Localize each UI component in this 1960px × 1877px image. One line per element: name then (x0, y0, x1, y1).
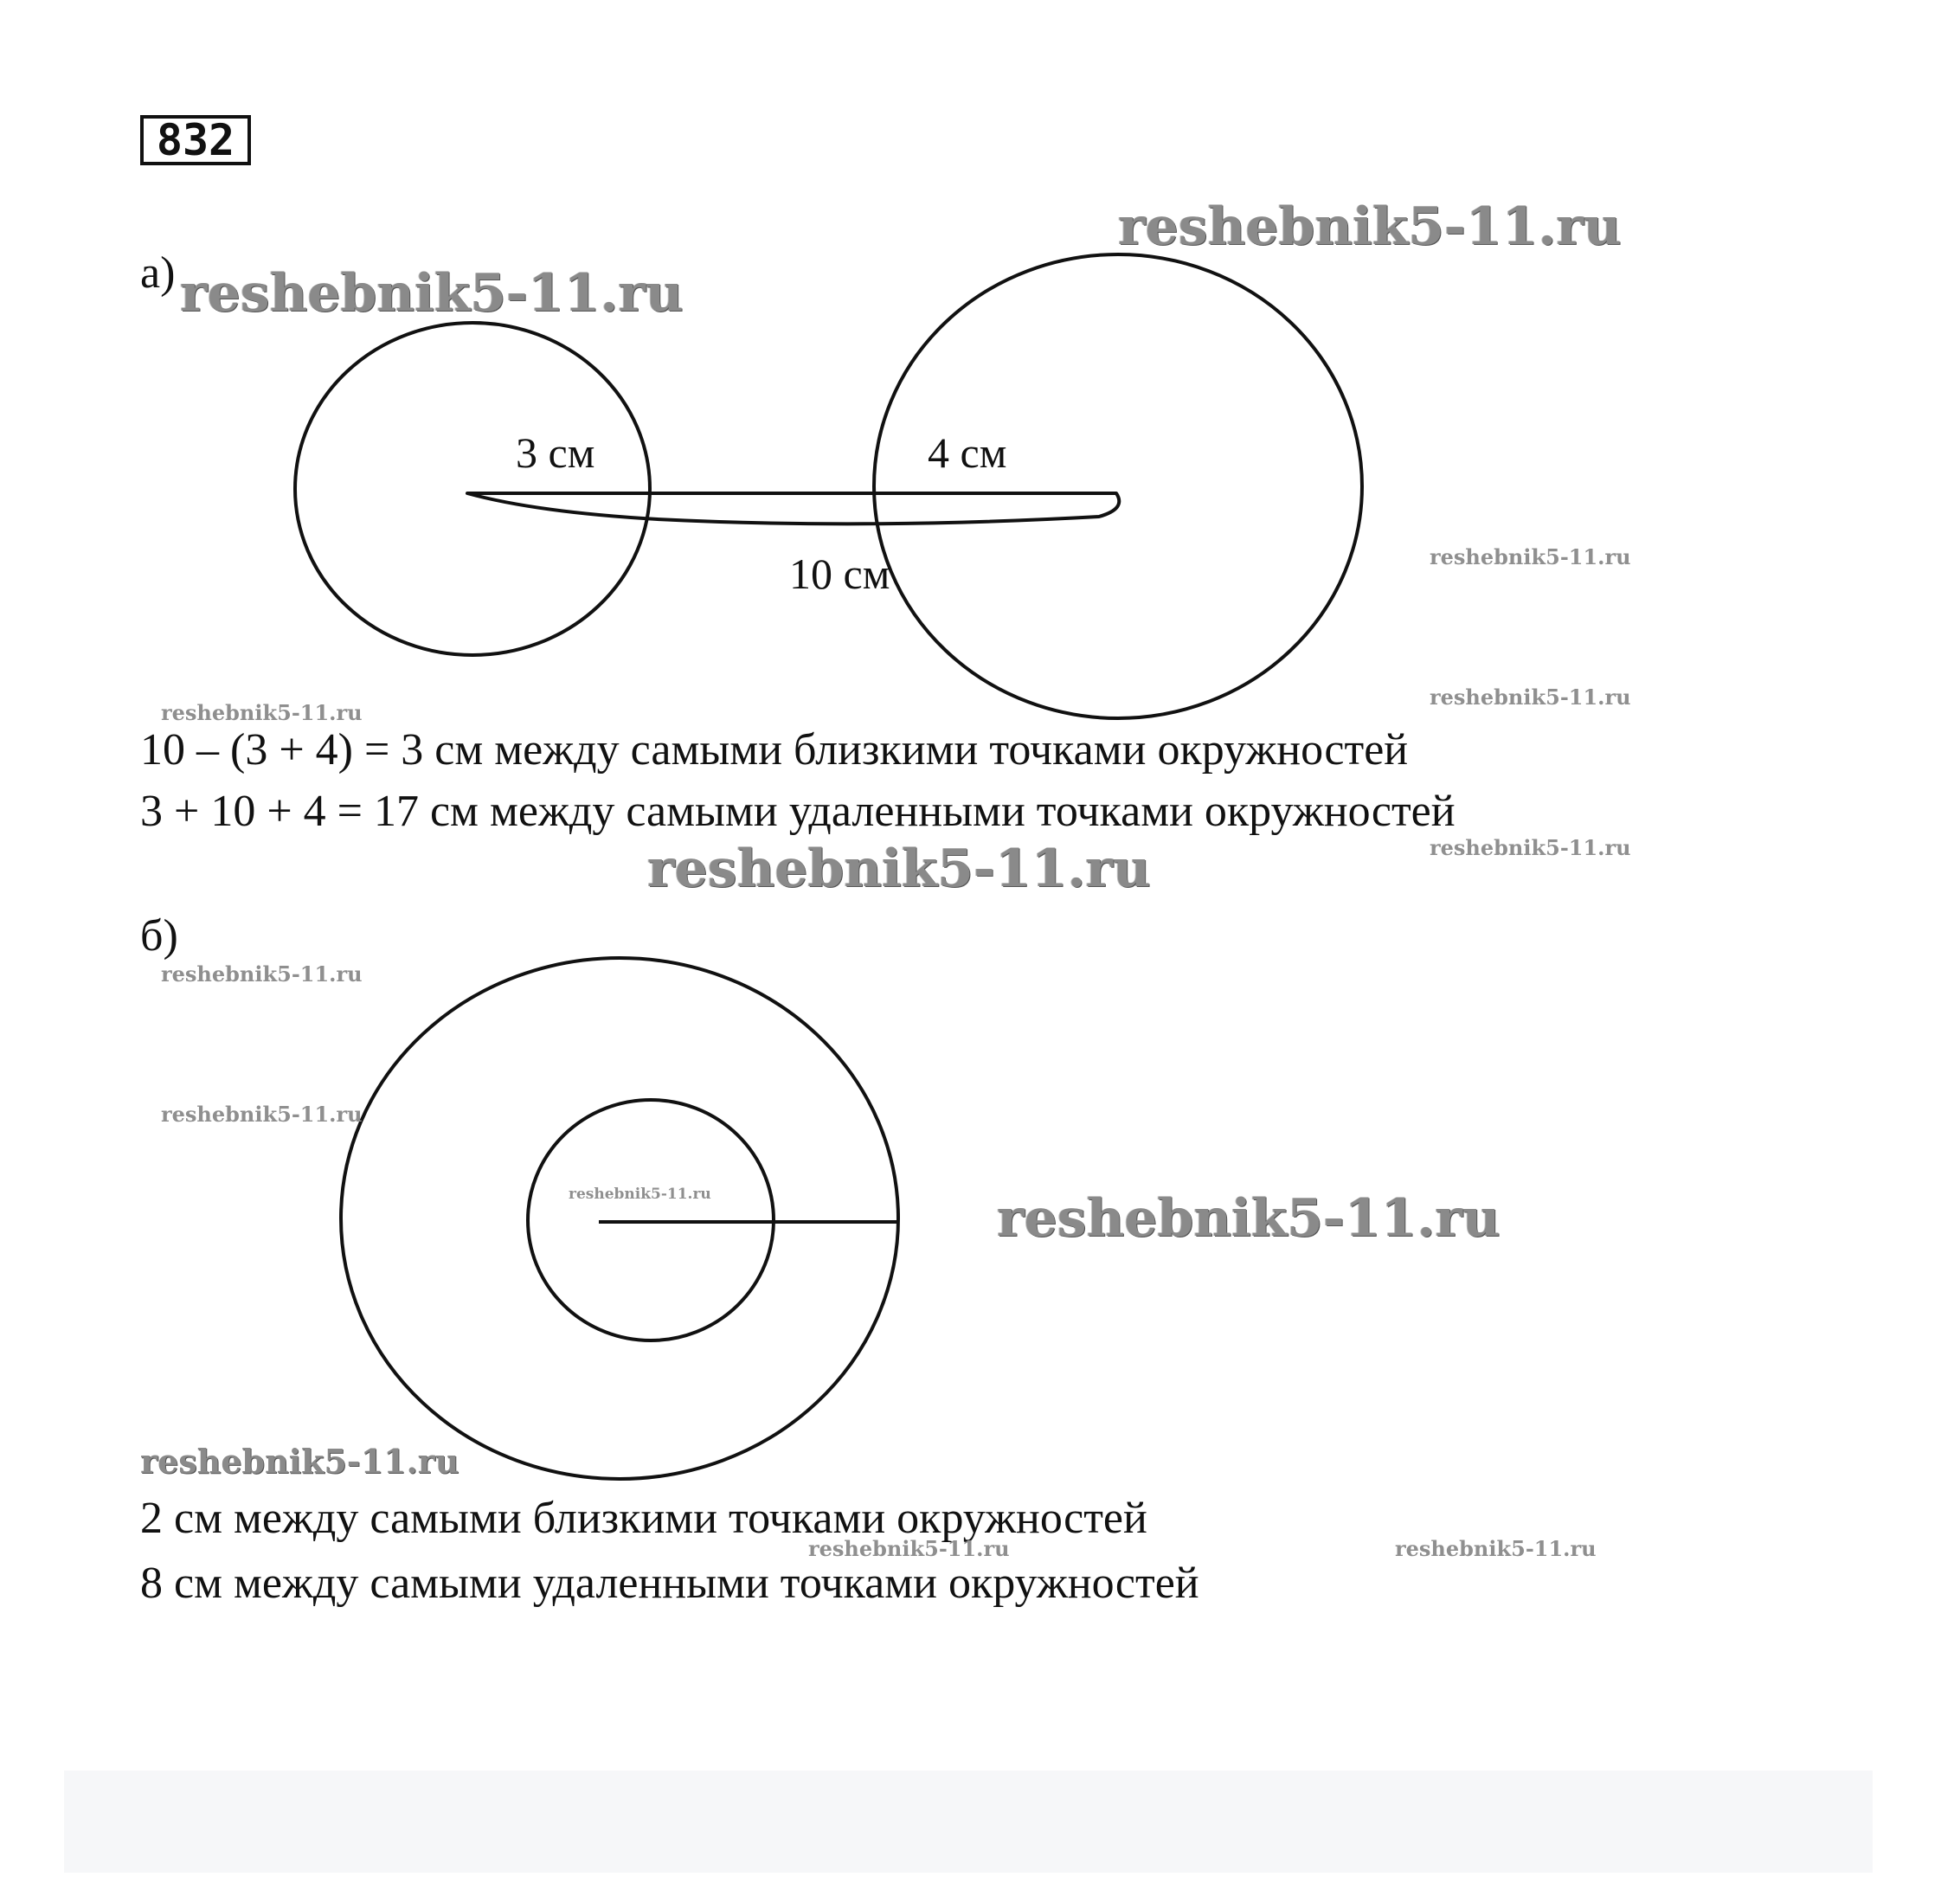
watermark-left-3: reshebnik5-11.ru (161, 1102, 363, 1127)
watermark-left-2: reshebnik5-11.ru (161, 961, 363, 987)
watermark-top-right: reshebnik5-11.ru (1118, 196, 1622, 257)
watermark-center: reshebnik5-11.ru (647, 839, 1151, 899)
watermark-inner: reshebnik5-11.ru (569, 1186, 711, 1203)
part-a-line-2: 3 + 10 + 4 = 17 см между самыми удаленными точками окружностей (140, 787, 1456, 836)
task-number: 832 (140, 115, 251, 165)
watermark-top-left: reshebnik5-11.ru (180, 263, 684, 324)
part-b-line-2: 8 см между самыми удаленными точками окружностей (140, 1559, 1199, 1608)
part-a-label: а) (140, 248, 176, 298)
part-b-line-1: 2 см между самыми близкими точками окружностей (140, 1494, 1147, 1543)
watermark-left-1: reshebnik5-11.ru (161, 700, 363, 725)
part-a-large-radius-label: 4 см (928, 428, 1007, 477)
watermark-bottom-center: reshebnik5-11.ru (808, 1536, 1010, 1561)
part-a-small-radius-label: 3 см (516, 428, 595, 477)
part-a-center-distance-label: 10 см (789, 550, 890, 598)
watermark-right-1: reshebnik5-11.ru (1430, 544, 1631, 569)
watermark-bottom-right: reshebnik5-11.ru (1395, 1536, 1597, 1561)
watermark-right-3: reshebnik5-11.ru (1430, 835, 1631, 860)
part-b-label: б) (140, 911, 178, 961)
watermark-right-2: reshebnik5-11.ru (1430, 685, 1631, 710)
part-a-large-circle (874, 254, 1362, 718)
part-b-outer-circle (341, 958, 898, 1479)
watermark-right-big: reshebnik5-11.ru (997, 1188, 1501, 1249)
part-a-small-circle (295, 323, 650, 655)
part-a-center-distance-line (467, 493, 1119, 524)
bottom-band (64, 1771, 1873, 1873)
part-a-line-1: 10 – (3 + 4) = 3 см между самыми близкими точками окружностей (140, 725, 1409, 775)
watermark-bottom-left: reshebnik5-11.ru (140, 1442, 459, 1481)
